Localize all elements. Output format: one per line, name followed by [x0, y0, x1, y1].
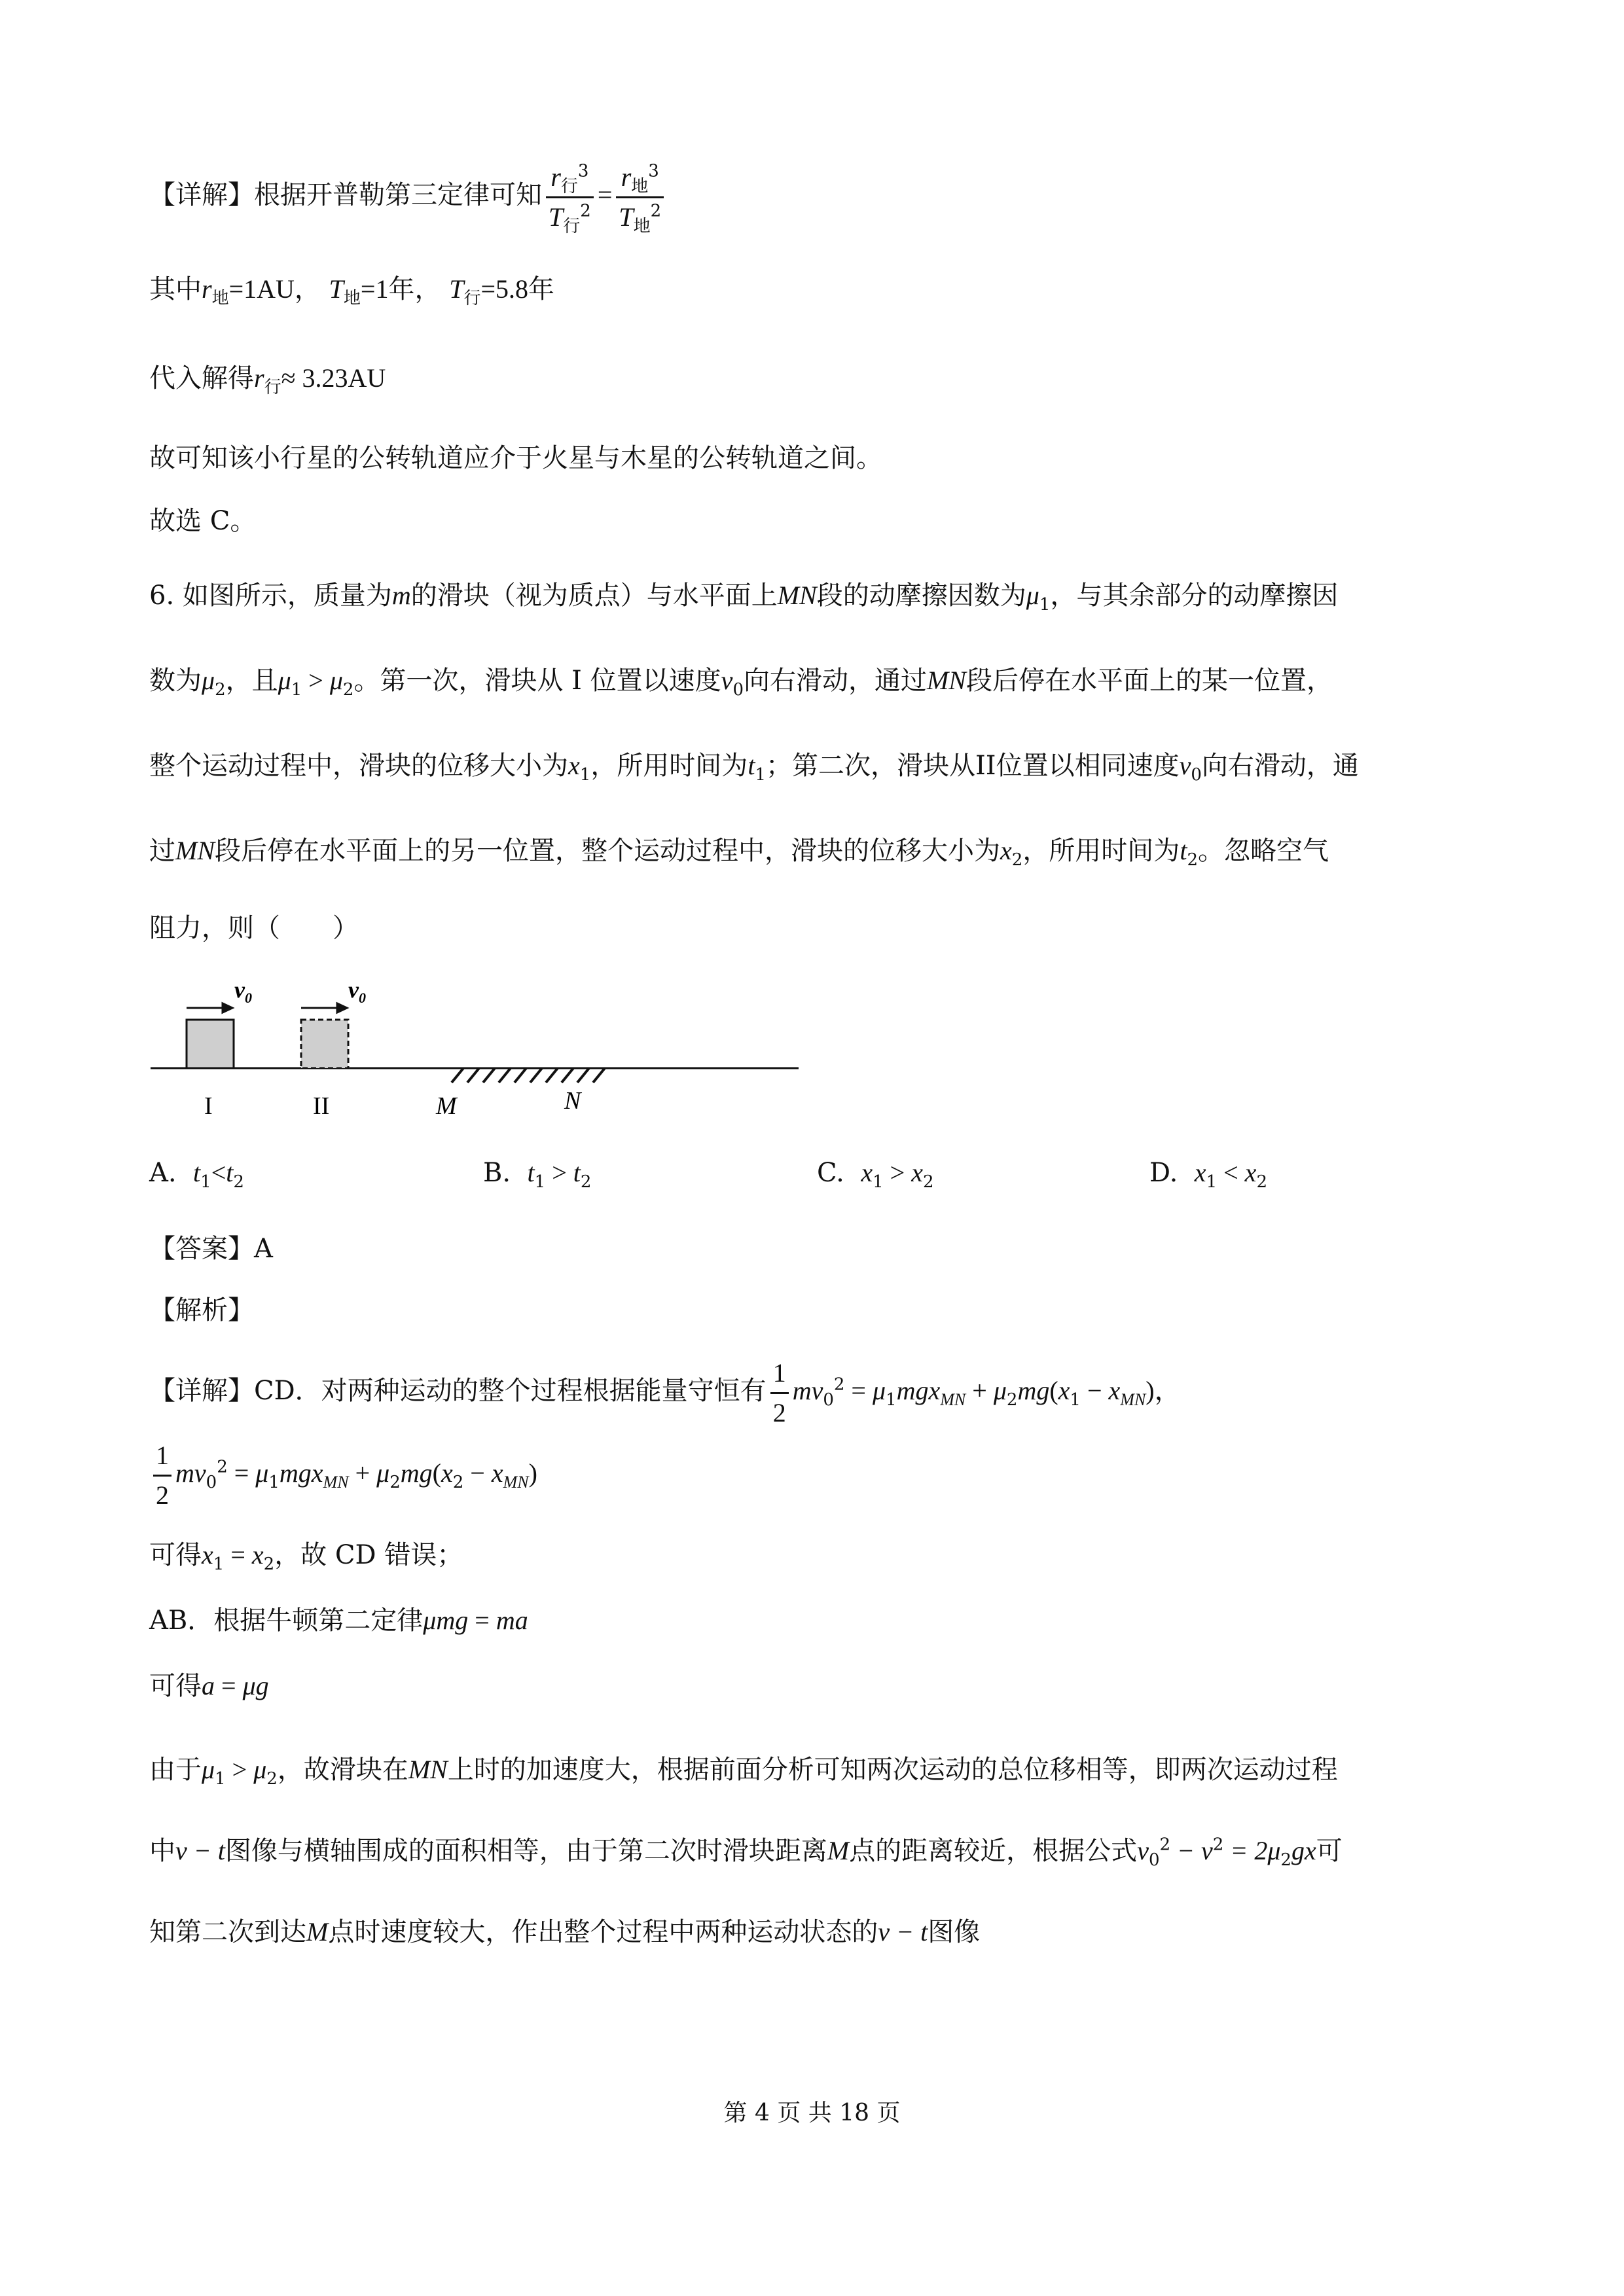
- analysis-line: 【解析】: [149, 1295, 254, 1325]
- given-values-line: 其中$r_地=1AU$， $T_地=1$年， $T_行=5.8$年: [149, 274, 555, 308]
- final-paragraph-line-2: 中v − t图像与横轴围成的面积相等，由于第二次时滑块距离M点的距离较近，根据公式$v_0^2 - v^2 = 2\mu_2gx$可: [149, 1835, 1343, 1870]
- newton-law-line: AB．根据牛顿第二定律μmg = ma: [149, 1605, 528, 1636]
- sliding-block-diagram: [144, 962, 812, 1126]
- page-footer: 第 4 页 共 18 页: [723, 2100, 901, 2126]
- option-b[interactable]: B. $t_1 > t_2$: [483, 1158, 592, 1192]
- question-6-line-5: 阻力，则（ ）: [149, 913, 359, 943]
- question-6-line-3: 整个运动过程中，滑块的位移大小为$x_1$，所用时间为$t_1$；第二次，滑块从II位置以相同速度$v_0$向右滑动，通: [149, 751, 1359, 785]
- label-N: N: [564, 1087, 581, 1115]
- acceleration-line: 可得a = μg: [149, 1671, 269, 1701]
- final-paragraph-line-3: 知第二次到达M点时速度较大，作出整个过程中两种运动状态的v − t图像: [149, 1917, 981, 1947]
- answer-line: 【答案】A: [149, 1234, 273, 1264]
- velocity-label-II: $v_0$: [348, 977, 366, 1006]
- label-I: I: [204, 1092, 213, 1120]
- question-number: 6.: [149, 581, 175, 611]
- planet-ratio: $\frac{r_行^3}{T_行^2}$: [546, 158, 594, 236]
- energy-equation-line-2: $\frac{1}{2}$ $mv_0^2 = \mu_1mgx_{MN} + \mu_2mg(x_2 - x_{MN})$: [149, 1431, 537, 1516]
- velocity-arrow-II: [301, 1003, 347, 1013]
- option-a[interactable]: A. $t_1<t_2$: [149, 1158, 244, 1192]
- option-c[interactable]: C. $x_1 > x_2$: [817, 1158, 934, 1192]
- earth-ratio: $\frac{r_地^3}{T_地^2}$: [616, 158, 664, 236]
- kepler-law-line: 【详解】根据开普勒第三定律可知 $\frac{r_行^3}{T_行^2}$ = $\frac{r_地^3}{T_地^2}$: [149, 149, 668, 241]
- block-position-II: [301, 1020, 348, 1068]
- final-paragraph-line-1: 由于$\mu_1 > \mu_2$，故滑块在MN上时的加速度大，根据前面分析可知两次运动的总位移相等，即两次运动过程: [149, 1755, 1338, 1789]
- option-d[interactable]: D. $x_1 < x_2$: [1149, 1158, 1267, 1192]
- detail-label: 【详解】根据开普勒第三定律可知: [149, 180, 542, 210]
- question-6-line-4: 过MN段后停在水平面上的另一位置，整个运动过程中，滑块的位移大小为$x_2$，所用时间为$t_2$。忽略空气: [149, 836, 1329, 870]
- block-position-I: [187, 1020, 234, 1068]
- question-6-line-1: 6. 如图所示，质量为m的滑块（视为质点）与水平面上MN段的动摩擦因数为$\mu_1$，与其余部分的动摩擦因: [149, 581, 1339, 615]
- velocity-arrow-I: [187, 1003, 232, 1013]
- label-II: II: [313, 1092, 330, 1120]
- equal-displacement-line: 可得$x_1 = x_2$，故 CD 错误；: [149, 1540, 463, 1574]
- velocity-label-I: $v_0$: [234, 977, 252, 1006]
- label-M: M: [436, 1092, 457, 1120]
- choice-line: 故选 C。: [149, 506, 257, 536]
- result-line: 代入解得$r_行\approx 3.23AU$: [149, 363, 386, 397]
- rough-section-MN: [452, 1068, 605, 1083]
- question-6-line-2: 数为$\mu_2$，且$\mu_1 > \mu_2$。第一次，滑块从 I 位置以速度$v_0$向右滑动，通过MN段后停在水平面上的某一位置，: [149, 666, 1333, 700]
- conclusion-line: 故可知该小行星的公转轨道应介于火星与木星的公转轨道之间。: [149, 443, 882, 473]
- energy-equation-line-1: 【详解】CD．对两种运动的整个过程根据能量守恒有 $\frac{1}{2}$ $mv_0^2 = \mu_1mgx_{MN} + \mu_2mg(x_1 - x_{MN})$，: [149, 1348, 1181, 1433]
